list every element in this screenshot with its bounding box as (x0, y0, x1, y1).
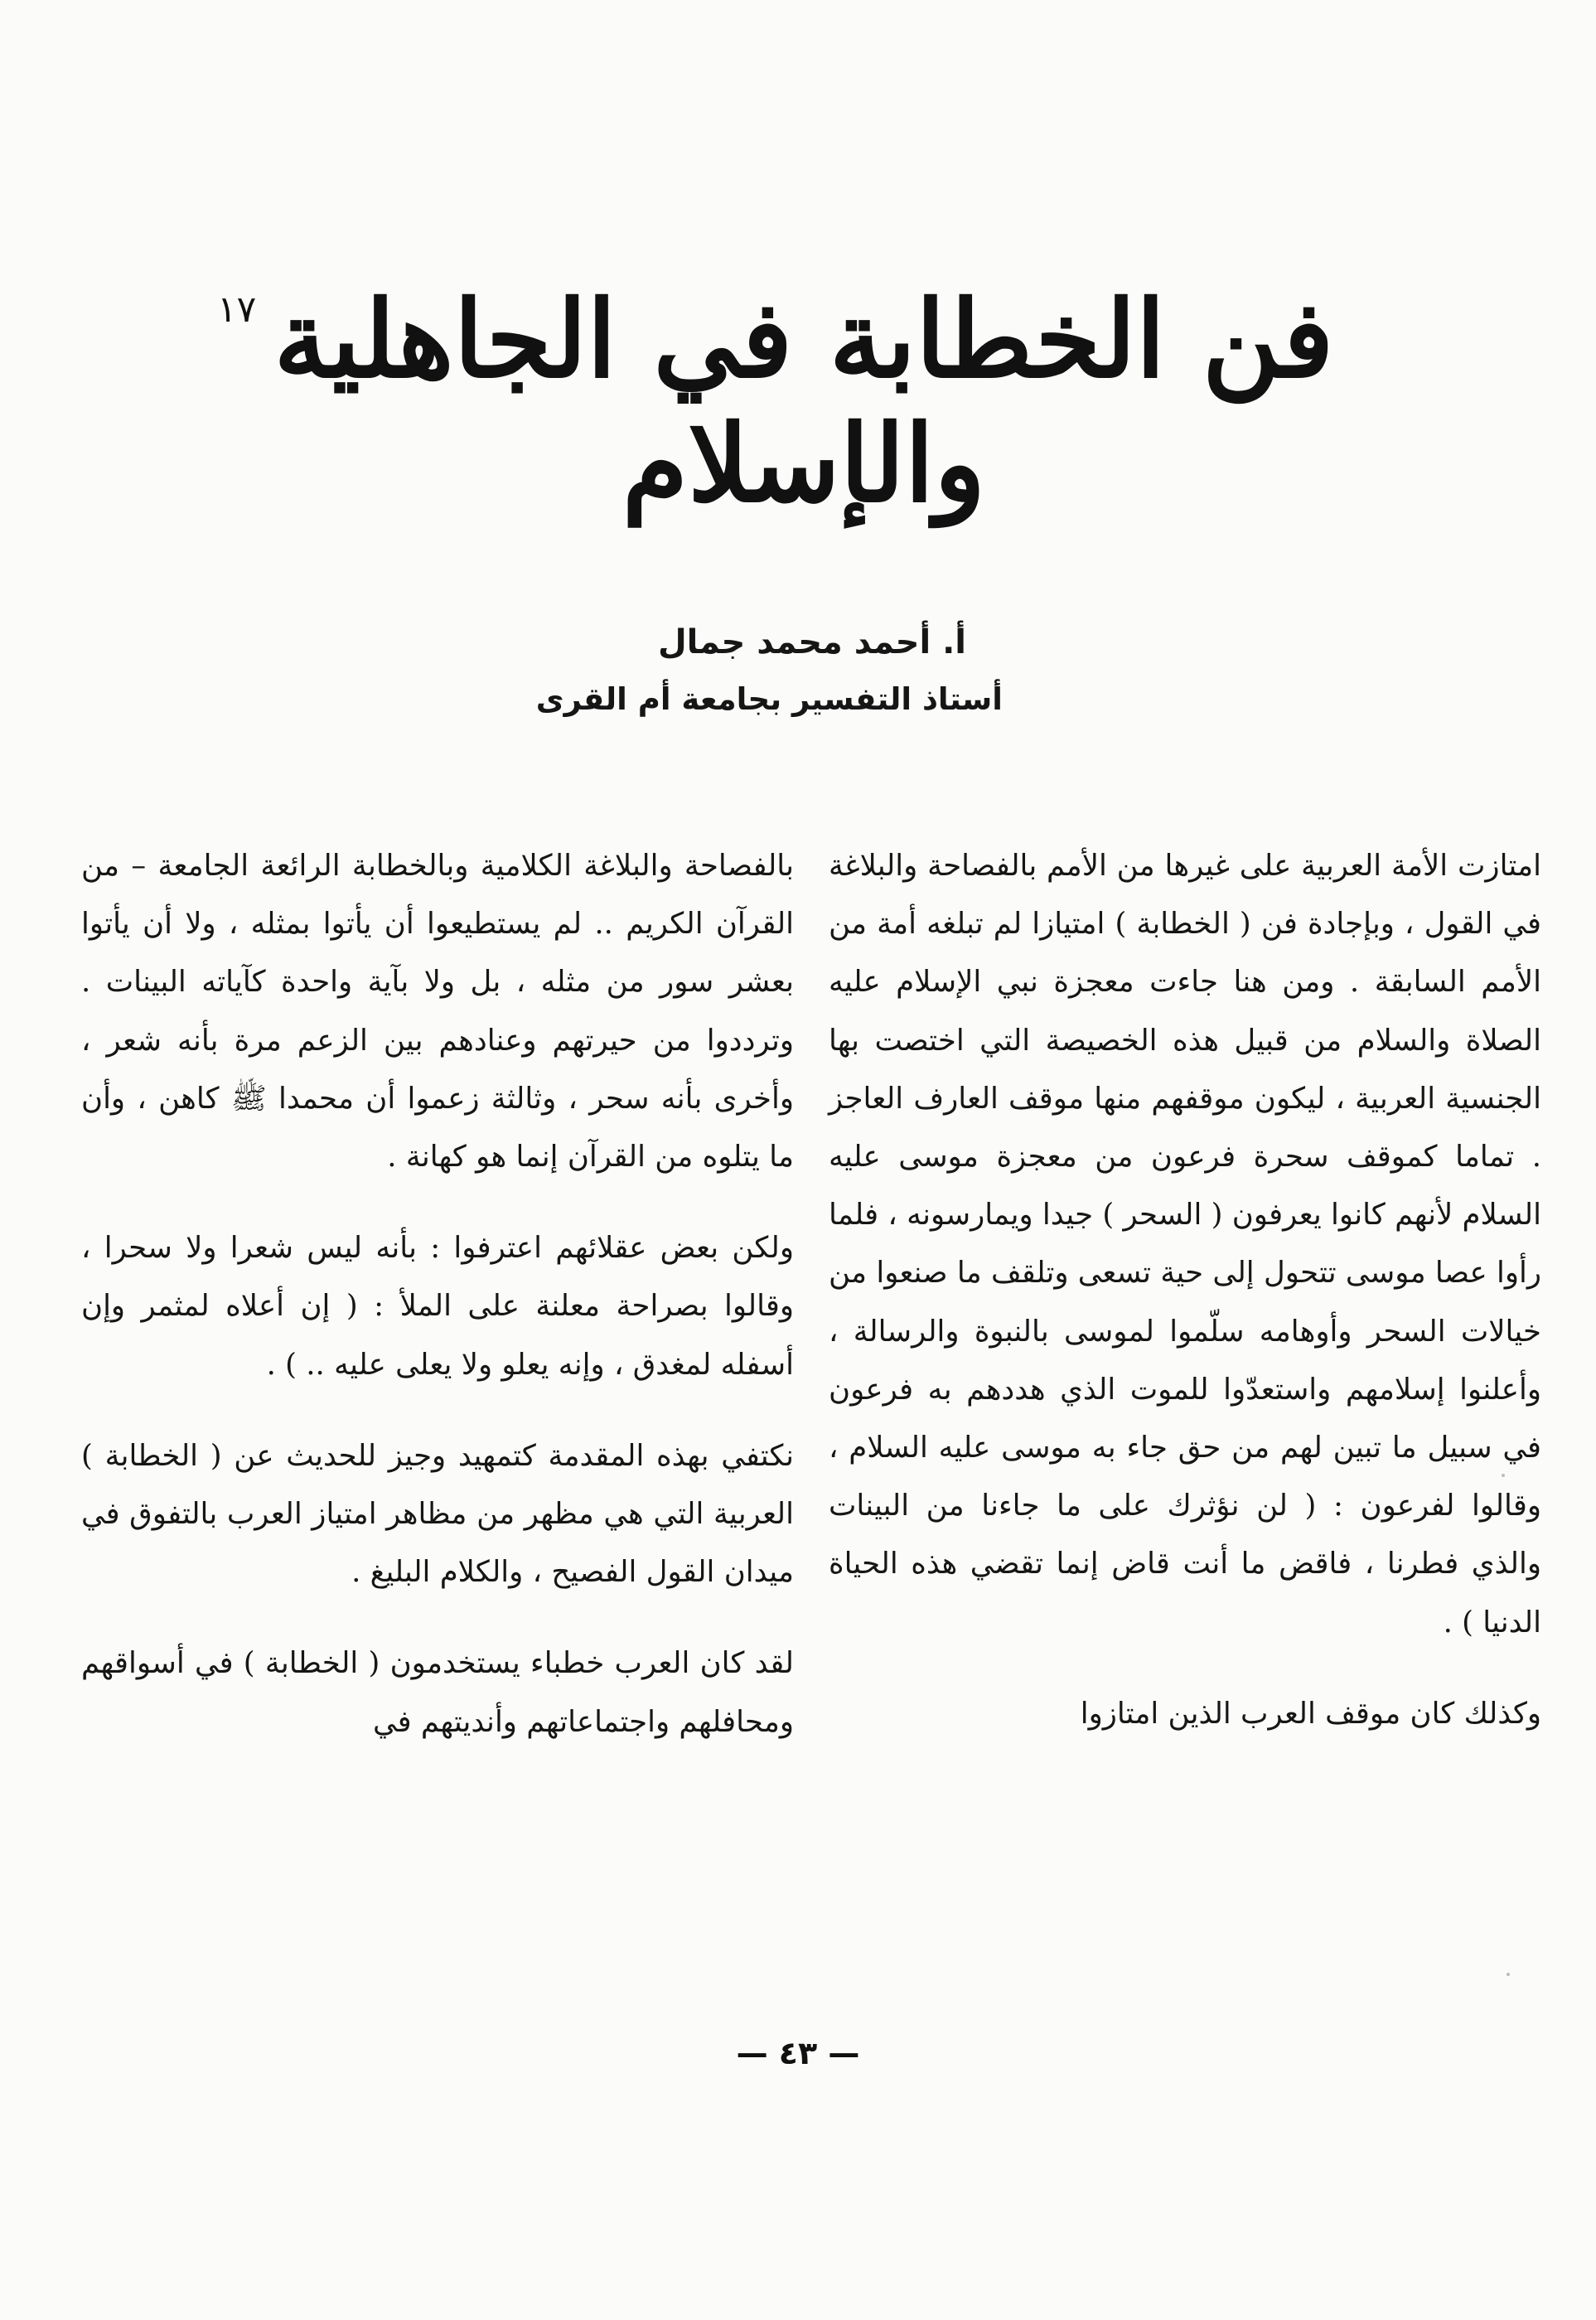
title-ornament: ١٧ (217, 288, 257, 331)
article-title: فن الخطابة في الجاهلية والإسلام (273, 278, 1334, 526)
text-column-left (81, 837, 794, 1751)
text-column-right (829, 837, 1541, 1743)
paragraph: وكذلك كان موقف العرب الذين امتازوا (1080, 1696, 1541, 1731)
page-number: — ٤٣ — (736, 2035, 860, 2071)
paper-speck (1502, 1474, 1505, 1477)
paragraph: ولكن بعض عقلائهم اعترفوا : بأنه ليس شعرا ولا سحرا ، وقالوا بصراحة معلنة على الملأ : ( إن أعلاه لمثمر وإن أسفله لمغدق ، وإنه يعلو ولا يعلى عليه .. ) . (81, 1231, 794, 1382)
paragraph: بالفصاحة والبلاغة الكلامية وبالخطابة الرائعة الجامعة – من القرآن الكريم .. لم يستطيعوا أن يأتوا بمثله ، ولا أن يأتوا بعشر سور من مثله ، بل ولا بآية واحدة كآياته البينات . وترددوا من حيرتهم وعنادهم بين الزعم مرة بأنه شعر ، وأخرى بأنه سحر ، وثالثة زعموا أن محمدا ﷺ كاهن ، وأن ما يتلوه من القرآن إنما هو كهانة . (81, 849, 794, 1175)
paragraph: امتازت الأمة العربية على غيرها من الأمم بالفصاحة والبلاغة في القول ، وبإجادة فن ( الخطابة ) امتيازا لم تبلغه أمة من الأمم السابقة . ومن هنا جاءت معجزة نبي الإسلام عليه الصلاة والسلام من قبيل هذه الخصيصة التي اختصت بها الجنسية العربية ، ليكون موقفهم منها موقف العارف العاجز . تماما كموقف سحرة فرعون من معجزة موسى عليه السلام لأنهم كانوا يعرفون ( السحر ) جيدا ويمارسونه ، فلما رأوا عصا موسى تتحول إلى حية تسعى وتلقف ما صنعوا من خيالات السحر وأوهامه سلّموا لموسى بالنبوة والرسالة ، وأعلنوا إسلامهم واستعدّوا للموت الذي هددهم به فرعون في سبيل ما تبين لهم من حق جاء به موسى عليه السلام ، وقالوا لفرعون : ( لن نؤثرك على ما جاءنا من البينات والذي فطرنا ، فاقض ما أنت قاض إنما تقضي هذه الحياة الدنيا ) . (829, 849, 1541, 1639)
paper-speck (1507, 1973, 1510, 1976)
paragraph: نكتفي بهذه المقدمة كتمهيد وجيز للحديث عن ( الخطابة ) العربية التي هي مظهر من مظاهر امتياز العرب بالتفوق في ميدان القول الفصيح ، والكلام البليغ . (81, 1438, 794, 1590)
paragraph: لقد كان العرب خطباء يستخدمون ( الخطابة ) في أسواقهم ومحافلهم واجتماعاتهم وأنديتهم في (81, 1646, 794, 1739)
author-affiliation: أستاذ التفسير بجامعة أم القرى (535, 681, 1003, 717)
author-name: أ. أحمد محمد جمال (657, 623, 966, 661)
